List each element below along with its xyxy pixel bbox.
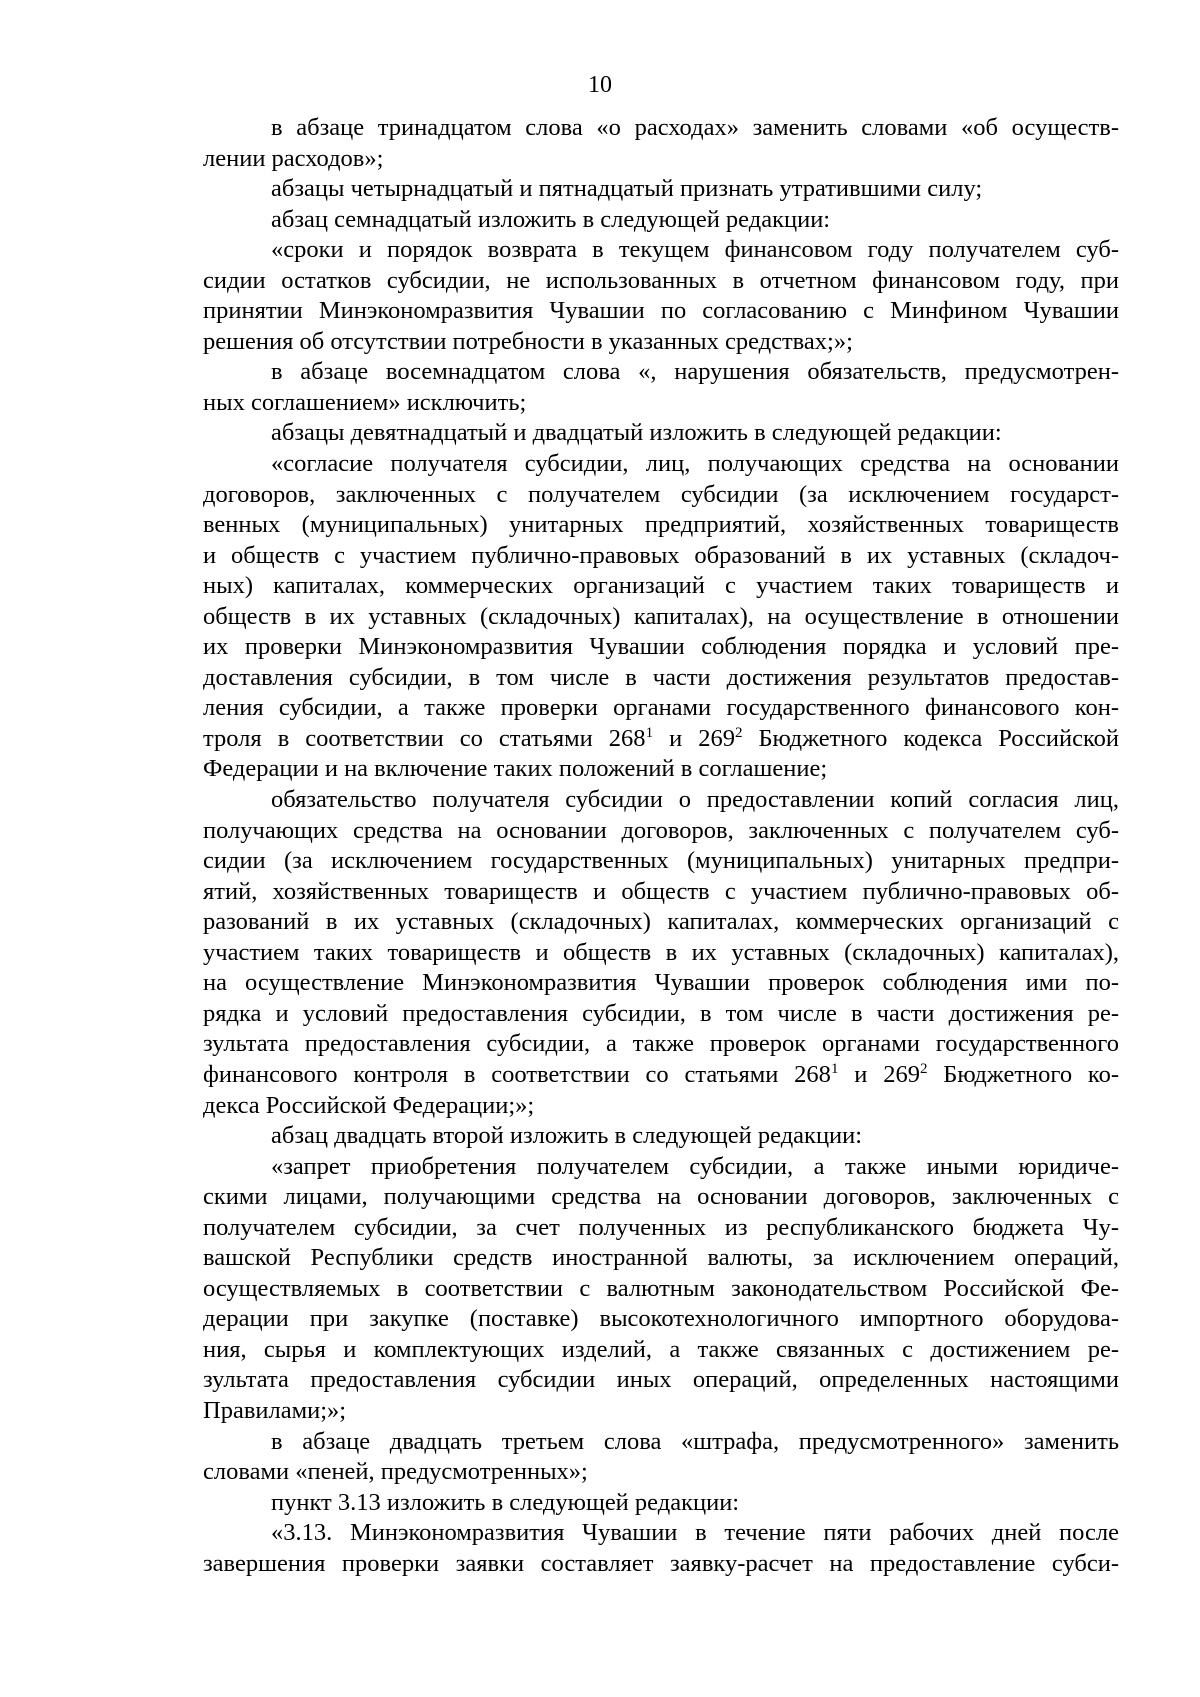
text-line: [203, 1396, 1119, 1427]
text-segment: «запрет приобретения получателем субсидии, а также иными юридиче-: [271, 1152, 1119, 1180]
superscript: 1: [645, 724, 654, 741]
text-line: [203, 632, 1119, 663]
text-segment: ных) капиталах, коммерческих организаций с участием таких товариществ и: [203, 572, 1119, 600]
text-line: [203, 357, 1119, 388]
text-line: [203, 816, 1119, 847]
text-segment: абзац семнадцатый изложить в следующей редакции:: [271, 205, 831, 233]
text-segment: Бюджетного ко-: [927, 1060, 1119, 1088]
text-segment: их проверки Минэкономразвития Чувашии соблюдения порядка и условий пре-: [203, 633, 1119, 661]
text-segment: доставления субсидии, в том числе в части достижения результатов предостав-: [203, 663, 1119, 691]
text-line: [203, 1427, 1119, 1458]
text-segment: Правилами;»;: [203, 1396, 347, 1424]
text-segment: ления субсидии, а также проверки органами государственного финансового кон-: [203, 694, 1119, 722]
text-segment: обществ в их уставных (складочных) капиталах), на осуществление в отношении: [203, 602, 1119, 630]
text-line: [203, 1091, 1119, 1122]
text-segment: в абзаце тринадцатом слова «о расходах» заменить словами «об осуществ-: [271, 114, 1119, 141]
superscript: 2: [734, 724, 743, 741]
text-line: [203, 1029, 1119, 1060]
text-line: [203, 113, 1119, 144]
text-line: [203, 1243, 1119, 1274]
text-segment: «3.13. Минэкономразвития Чувашии в течение пяти рабочих дней после: [271, 1519, 1119, 1547]
text-segment: разований в их уставных (складочных) капиталах, коммерческих организаций с: [203, 908, 1119, 936]
text-line: [203, 1060, 1119, 1091]
text-line: [203, 1488, 1119, 1519]
text-segment: получателем субсидии, за счет полученных из республиканского бюджета Чу-: [203, 1213, 1119, 1241]
text-segment: декса Российской Федерации;»;: [203, 1091, 535, 1119]
text-line: [203, 785, 1119, 816]
text-segment: лении расходов»;: [203, 144, 384, 172]
text-line: [203, 418, 1119, 449]
text-line: [203, 663, 1119, 694]
text-line: [203, 1304, 1119, 1335]
text-segment: решения об отсутствии потребности в указанных средствах;»;: [203, 327, 853, 355]
text-segment: принятии Минэкономразвития Чувашии по согласованию с Минфином Чувашии: [203, 297, 1119, 325]
text-segment: зультата предоставления субсидии, а также проверок органами государственного: [203, 1030, 1119, 1058]
text-segment: словами «пеней, предусмотренных»;: [203, 1458, 588, 1486]
text-line: [203, 999, 1119, 1030]
text-segment: троля в соответствии со статьями 268: [203, 724, 646, 752]
text-line: [203, 1121, 1119, 1152]
text-line: [203, 1152, 1119, 1183]
text-line: [203, 1365, 1119, 1396]
text-segment: договоров, заключенных с получателем субсидии (за исключением государст-: [203, 480, 1119, 508]
text-line: [203, 724, 1119, 755]
text-line: [203, 907, 1119, 938]
text-line: [203, 571, 1119, 602]
text-segment: завершения проверки заявки составляет заявку-расчет на предоставление субси-: [203, 1549, 1119, 1577]
text-segment: финансового контроля в соответствии со статьями 268: [203, 1060, 831, 1088]
text-line: [203, 602, 1119, 633]
text-line: [203, 1335, 1119, 1366]
text-line: [203, 1274, 1119, 1305]
superscript: 1: [830, 1060, 839, 1077]
text-segment: ния, сырья и комплектующих изделий, а также связанных с достижением ре-: [203, 1335, 1119, 1363]
text-segment: зультата предоставления субсидии иных операций, определенных настоящими: [203, 1366, 1119, 1394]
body-text: [203, 113, 1119, 1579]
text-segment: участием таких товариществ и обществ в их уставных (складочных) капиталах),: [203, 938, 1119, 966]
text-segment: в абзаце восемнадцатом слова «, нарушения обязательств, предусмотрен-: [271, 358, 1119, 386]
text-line: [203, 266, 1119, 297]
page-number: 10: [588, 72, 612, 98]
text-segment: скими лицами, получающими средства на основании договоров, заключенных с: [203, 1183, 1119, 1211]
text-segment: ятий, хозяйственных товариществ и обществ с участием публично-правовых об-: [203, 877, 1119, 905]
text-line: [203, 938, 1119, 969]
text-segment: пункт 3.13 изложить в следующей редакции:: [271, 1488, 740, 1516]
text-segment: обязательство получателя субсидии о предоставлении копий согласия лиц,: [271, 786, 1119, 814]
text-line: [203, 1213, 1119, 1244]
text-line: [203, 296, 1119, 327]
text-segment: «сроки и порядок возврата в текущем финансовом году получателем суб-: [271, 236, 1119, 264]
text-segment: осуществляемых в соответствии с валютным законодательством Российской Фе-: [203, 1274, 1119, 1302]
text-segment: и 269: [653, 724, 735, 752]
text-line: [203, 144, 1119, 175]
text-segment: вашской Республики средств иностранной валюты, за исключением операций,: [203, 1244, 1119, 1272]
text-line: [203, 754, 1119, 785]
text-segment: сидии остатков субсидии, не использованных в отчетном финансовом году, при: [203, 266, 1119, 294]
text-line: [203, 968, 1119, 999]
text-line: [203, 449, 1119, 480]
superscript: 2: [919, 1060, 928, 1077]
text-line: [203, 1182, 1119, 1213]
text-line: [203, 846, 1119, 877]
text-segment: на осуществление Минэкономразвития Чувашии проверок соблюдения ими по-: [203, 969, 1119, 997]
text-line: [203, 235, 1119, 266]
text-segment: рядка и условий предоставления субсидии, в том числе в части достижения ре-: [203, 999, 1119, 1027]
text-segment: «согласие получателя субсидии, лиц, получающих средства на основании: [271, 450, 1119, 478]
text-line: [203, 480, 1119, 511]
text-line: [203, 327, 1119, 358]
text-line: [203, 1457, 1119, 1488]
text-segment: Бюджетного кодекса Российской: [742, 724, 1119, 752]
text-segment: сидии (за исключением государственных (муниципальных) унитарных предпри-: [203, 847, 1119, 875]
text-segment: Федерации и на включение таких положений в соглашение;: [203, 755, 828, 783]
text-segment: и обществ с участием публично-правовых образований в их уставных (складоч-: [203, 541, 1119, 569]
text-segment: получающих средства на основании договоров, заключенных с получателем суб-: [203, 816, 1119, 844]
text-line: [203, 510, 1119, 541]
text-segment: абзац двадцать второй изложить в следующей редакции:: [271, 1122, 863, 1150]
text-line: [203, 205, 1119, 236]
text-line: [203, 877, 1119, 908]
text-segment: в абзаце двадцать третьем слова «штрафа, предусмотренного» заменить: [271, 1427, 1119, 1455]
text-line: [203, 174, 1119, 205]
text-segment: абзацы девятнадцатый и двадцатый изложить в следующей редакции:: [271, 419, 1002, 447]
text-line: [203, 1518, 1119, 1549]
text-line: [203, 1549, 1119, 1580]
text-line: [203, 541, 1119, 572]
text-segment: ных соглашением» исключить;: [203, 388, 527, 416]
text-line: [203, 693, 1119, 724]
text-segment: и 269: [838, 1060, 920, 1088]
text-segment: венных (муниципальных) унитарных предприятий, хозяйственных товариществ: [203, 511, 1119, 539]
text-segment: дерации при закупке (поставке) высокотехнологичного импортного оборудова-: [203, 1305, 1119, 1333]
text-line: [203, 388, 1119, 419]
text-segment: абзацы четырнадцатый и пятнадцатый признать утратившими силу;: [271, 175, 983, 203]
